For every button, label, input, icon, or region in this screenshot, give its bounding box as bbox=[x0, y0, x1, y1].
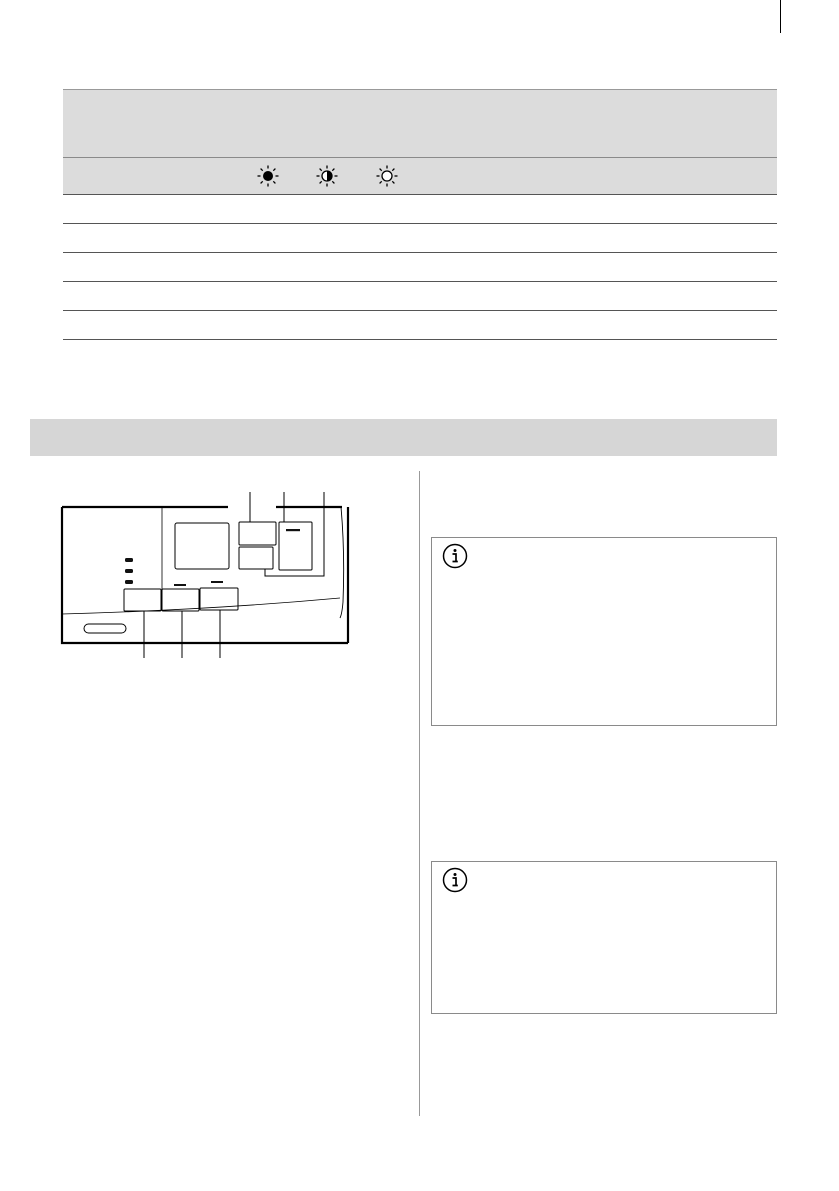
section-header bbox=[30, 419, 777, 456]
table-row bbox=[63, 311, 777, 340]
info-icon bbox=[442, 543, 468, 569]
table-subheader bbox=[63, 157, 777, 195]
section-rule bbox=[30, 456, 777, 458]
table-row bbox=[63, 282, 777, 311]
sun-outline-icon bbox=[376, 165, 398, 187]
column-divider bbox=[419, 471, 420, 1116]
info-box bbox=[431, 861, 777, 1014]
info-box bbox=[431, 537, 777, 726]
table-row bbox=[63, 253, 777, 282]
table-header bbox=[63, 89, 777, 157]
crop-mark bbox=[780, 0, 781, 33]
table-row bbox=[63, 224, 777, 253]
settings-table bbox=[63, 89, 777, 340]
control-panel-diagram bbox=[58, 492, 358, 658]
sun-half-icon bbox=[316, 165, 338, 187]
table-row bbox=[63, 195, 777, 224]
sun-full-icon bbox=[257, 165, 279, 187]
info-icon bbox=[442, 867, 468, 893]
